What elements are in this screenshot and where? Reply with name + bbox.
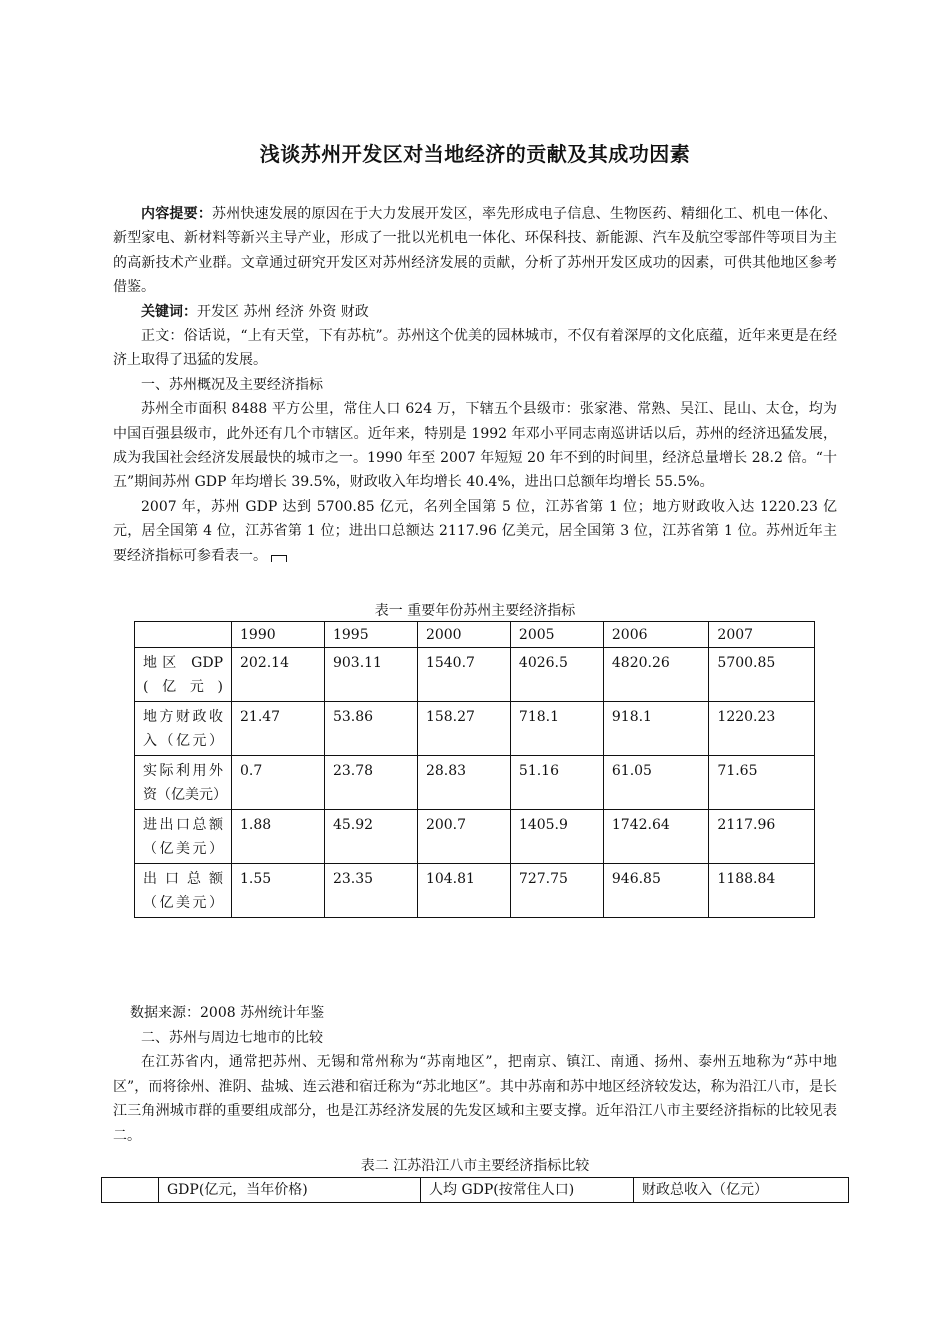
table1-cell: 4026.5: [510, 648, 603, 702]
table1-caption: 表一 重要年份苏州主要经济指标: [374, 603, 576, 619]
table1-cell: 51.16: [510, 756, 603, 810]
table1-cell: 903.11: [324, 648, 417, 702]
table1-header-cell: 2007: [709, 622, 815, 648]
section1-heading: 一、苏州概况及主要经济指标: [141, 376, 323, 393]
section1-paragraph-2: [113, 495, 837, 568]
keywords-text: 开发区 苏州 经济 外资 财政: [197, 303, 369, 320]
table1-row-label: 地区 GDP (亿元): [135, 648, 232, 702]
table1-cell: 71.65: [709, 756, 815, 810]
abstract-paragraph: [113, 202, 837, 300]
table2-header-cell: 财政总收入（亿元）: [634, 1178, 849, 1203]
table1-header-cell: 2005: [510, 622, 603, 648]
table2-header-cell: [102, 1178, 159, 1203]
table1-header-cell: 2006: [603, 622, 709, 648]
table1-header-cell: 1990: [232, 622, 325, 648]
section1-paragraph-2-text: 2007 年，苏州 GDP 达到 5700.85 亿元，名列全国第 5 位，江苏省第 1 位；地方财政收入达 1220.23 亿元，居全国第 4 位，江苏省第 1 位；进出口总额达 2117.96 亿美元，居全国第 3 位，江苏省第 1 位。苏州近年主要经济指标可参看表一。: [113, 498, 837, 564]
table1-row-label: 地方财政收入（亿元）: [135, 702, 232, 756]
table2-header-row: [102, 1178, 849, 1203]
table1-cell: 28.83: [417, 756, 510, 810]
table1-header-cell: 2000: [417, 622, 510, 648]
table1-header-cell: 1995: [324, 622, 417, 648]
table1-cell: 158.27: [417, 702, 510, 756]
abstract-text: 苏州快速发展的原因在于大力发展开发区，率先形成电子信息、生物医药、精细化工、机电一体化、新型家电、新材料等新兴主导产业，形成了一批以光机电一体化、环保科技、新能源、汽车及航空零部件等项目为主的高新技术产业群。文章通过研究开发区对苏州经济发展的贡献，分析了苏州开发区成功的因素，可供其他地区参考借鉴。: [113, 206, 838, 296]
table1-cell: 1188.84: [709, 864, 815, 918]
table1-cell: 718.1: [510, 702, 603, 756]
table1-cell: 200.7: [417, 810, 510, 864]
table1-cell: 1540.7: [417, 648, 510, 702]
table1-cell: 23.78: [324, 756, 417, 810]
abstract-label: 内容提要：: [141, 206, 213, 222]
table1-cell: 1.88: [232, 810, 325, 864]
table1-cell: 5700.85: [709, 648, 815, 702]
section1-paragraph-1: 苏州全市面积 8488 平方公里，常住人口 624 万，下辖五个县级市：张家港、常熟、吴江、昆山、太仓，均为中国百强县级市，此外还有几个市辖区。近年来，特别是 1992 年邓小平同志南巡讲话以后，苏州的经济迅猛发展，成为我国社会经济发展最快的城市之一。1990 年至 2007 年短短 20 年不到的时间里，经济总量增长 28.2 倍。“十五”期间苏州 GDP 年均增长 39.5%，财政收入年均增长 40.4%，进出口总额年均增长 55.5%。: [113, 401, 837, 491]
table1-cell: 53.86: [324, 702, 417, 756]
table1-header-cell: [135, 622, 232, 648]
table1-cell: 0.7: [232, 756, 325, 810]
table1-cell: 2117.96: [709, 810, 815, 864]
edit-mark-icon: [271, 555, 287, 562]
table1-cell: 727.75: [510, 864, 603, 918]
table1-cell: 45.92: [324, 810, 417, 864]
table2-header-cell: 人均 GDP(按常住人口): [421, 1178, 634, 1203]
table1-row-label: 出口总额（亿美元）: [135, 864, 232, 918]
intro-paragraph: 正文：俗话说，“上有天堂，下有苏杭”。苏州这个优美的园林城市，不仅有着深厚的文化底蕴，近年来更是在经济上取得了迅猛的发展。: [113, 328, 837, 369]
table1-cell: 918.1: [603, 702, 709, 756]
table1-cell: 1742.64: [603, 810, 709, 864]
abstract-block: [113, 202, 837, 568]
document-title: 浅谈苏州开发区对当地经济的贡献及其成功因素: [259, 142, 691, 166]
table1-cell: 4820.26: [603, 648, 709, 702]
table1-row: [135, 864, 815, 918]
table2: [101, 1177, 849, 1203]
table1-row-label: 进出口总额（亿美元）: [135, 810, 232, 864]
table2-caption: 表二 江苏沿江八市主要经济指标比较: [360, 1158, 590, 1174]
section2-heading: 二、苏州与周边七地市的比较: [141, 1030, 323, 1046]
table1-cell: 1.55: [232, 864, 325, 918]
table1-cell: 23.35: [324, 864, 417, 918]
table1-row: [135, 810, 815, 864]
table1-cell: 202.14: [232, 648, 325, 702]
table1-cell: 1220.23: [709, 702, 815, 756]
table1-cell: 1405.9: [510, 810, 603, 864]
table1-header-row: [135, 622, 815, 648]
table1-cell: 104.81: [417, 864, 510, 918]
table1-row: [135, 648, 815, 702]
table1-cell: 946.85: [603, 864, 709, 918]
keywords-label: 关键词：: [141, 303, 197, 320]
table1-source: 数据来源：2008 苏州统计年鉴: [130, 1005, 325, 1021]
table1: [134, 621, 815, 918]
table2-header-cell: GDP(亿元，当年价格): [159, 1178, 421, 1203]
keywords-paragraph: [113, 300, 837, 324]
table1-row: [135, 756, 815, 810]
section2-block: [113, 1026, 837, 1148]
section2-paragraph-1: 在江苏省内，通常把苏州、无锡和常州称为“苏南地区”，把南京、镇江、南通、扬州、泰州五地称为“苏中地区”，而将徐州、淮阴、盐城、连云港和宿迁称为“苏北地区”。其中苏南和苏中地区经济较发达，称为沿江八市，是长江三角洲城市群的重要组成部分，也是江苏经济发展的先发区域和主要支撑。近年沿江八市主要经济指标的比较见表二。: [113, 1054, 837, 1144]
table1-row: [135, 702, 815, 756]
table1-cell: 21.47: [232, 702, 325, 756]
table1-row-label: 实际利用外资（亿美元）: [135, 756, 232, 810]
table1-cell: 61.05: [603, 756, 709, 810]
